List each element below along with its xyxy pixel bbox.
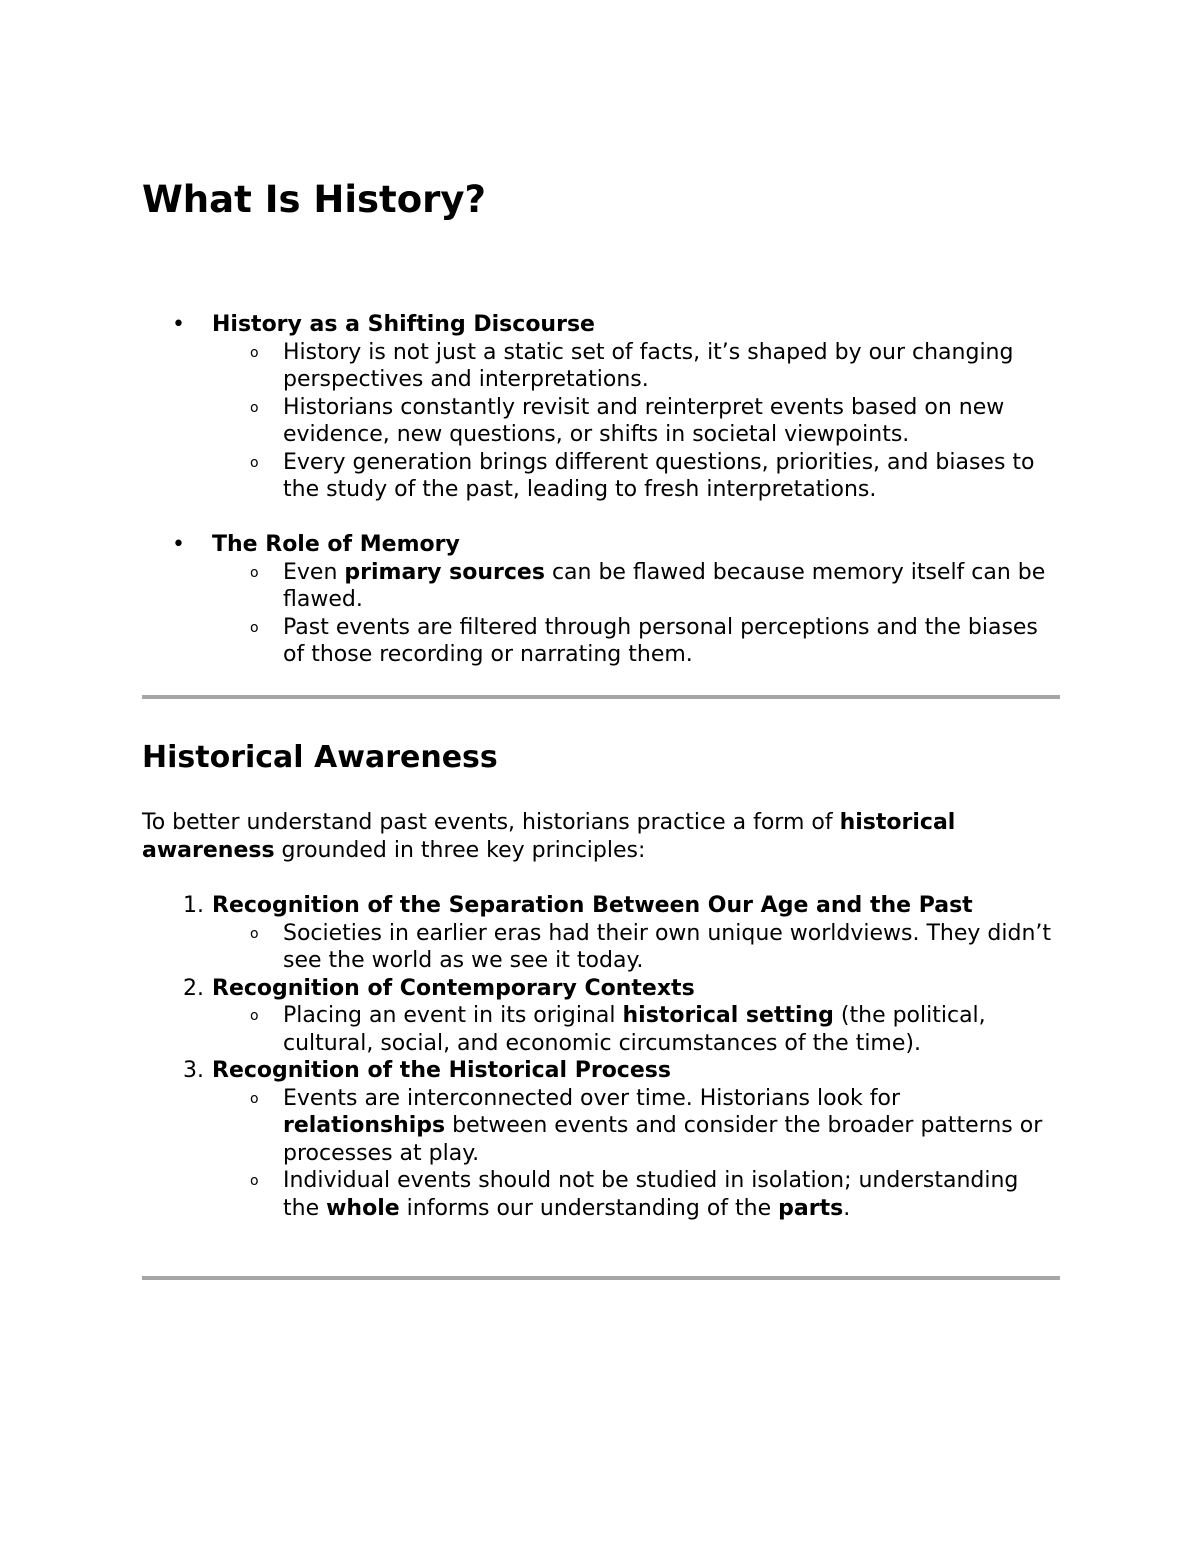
sub-list-item	[142, 1167, 1060, 1222]
principles-list	[142, 892, 1060, 1222]
sub-list-item-text: History is not just a static set of facts, it’s shaped by our changing perspectives and interpretations.	[283, 339, 1014, 392]
page-title: What Is History?	[142, 178, 486, 221]
sub-list-item-text: Individual events should not be studied in isolation; understanding the whole informs our understanding of the parts.	[283, 1168, 1019, 1221]
sub-list-item-text: Events are interconnected over time. Historians look for relationships between events and consider the broader patterns or processes at play.	[283, 1085, 1043, 1166]
list-item-heading: The Role of Memory	[212, 532, 460, 557]
emphasis-text: relationships	[283, 1113, 446, 1138]
item-number: 2.	[183, 975, 204, 1001]
sub-list-item-text: Past events are filtered through personal perceptions and the biases of those recording or narrating them.	[283, 614, 1038, 667]
sub-bullet-marker: o	[250, 925, 259, 942]
sub-bullet-marker: o	[250, 1008, 259, 1024]
sub-list-item	[142, 614, 1060, 669]
sub-list-item-text: Placing an event in its original historical setting (the political, cultural, social, and economic circumstances of the time).	[283, 1003, 986, 1056]
sub-list-item	[142, 449, 1060, 504]
intro-paragraph: To better understand past events, historians practice a form of historical awareness grounded in three key principles:	[142, 810, 956, 863]
sub-list-item-text: Even primary sources can be flawed because memory itself can be flawed.	[283, 559, 1046, 612]
sub-list-item-text: Societies in earlier eras had their own unique worldviews. They didn’t see the world as we see it today.	[283, 920, 1052, 973]
sub-bullet-marker: o	[250, 1173, 259, 1189]
sub-bullet-marker: o	[250, 619, 259, 636]
sub-list-item	[142, 1002, 1060, 1057]
emphasis-text: historical setting	[622, 1003, 834, 1028]
numbered-item-heading: Recognition of the Historical Process	[212, 1058, 671, 1083]
item-number: 1.	[183, 893, 204, 918]
bullet-marker: •	[172, 532, 185, 557]
sub-bullet-marker: o	[250, 564, 259, 581]
sub-list-item	[142, 1085, 1060, 1168]
section-what-is-history-list	[142, 311, 1060, 669]
numbered-item	[142, 1057, 1060, 1085]
section-title: Historical Awareness	[142, 740, 498, 775]
numbered-item-heading: Recognition of Contemporary Contexts	[212, 975, 695, 1001]
list-item	[142, 311, 1060, 339]
sub-bullet-marker: o	[250, 344, 259, 361]
sub-list-item	[142, 394, 1060, 449]
spacer	[142, 504, 1060, 532]
numbered-item	[142, 975, 1060, 1003]
numbered-item-heading: Recognition of the Separation Between Our Age and the Past	[212, 893, 973, 918]
bullet-marker: •	[172, 312, 185, 337]
sub-list-item	[142, 920, 1060, 975]
sub-bullet-marker: o	[250, 454, 259, 471]
sub-list-item	[142, 559, 1060, 614]
emphasis-text: parts	[778, 1195, 844, 1221]
list-item-heading: History as a Shifting Discourse	[212, 312, 595, 337]
sub-list-item-text: Historians constantly revisit and reinterpret events based on new evidence, new questions, or shifts in societal viewpoints.	[283, 394, 1005, 447]
sub-list-item	[142, 339, 1060, 394]
emphasis-text: whole	[326, 1195, 400, 1221]
sub-bullet-marker: o	[250, 1090, 259, 1107]
emphasis-text: primary sources	[344, 559, 545, 585]
sub-bullet-marker: o	[250, 399, 259, 416]
item-number: 3.	[183, 1058, 204, 1083]
emphasis-text: historical awareness	[142, 810, 956, 863]
horizontal-rule	[142, 695, 1060, 699]
horizontal-rule	[142, 1276, 1060, 1280]
sub-list-item-text: Every generation brings different questions, priorities, and biases to the study of the past, leading to fresh interpretations.	[283, 449, 1035, 502]
numbered-item	[142, 892, 1060, 920]
list-item	[142, 531, 1060, 559]
